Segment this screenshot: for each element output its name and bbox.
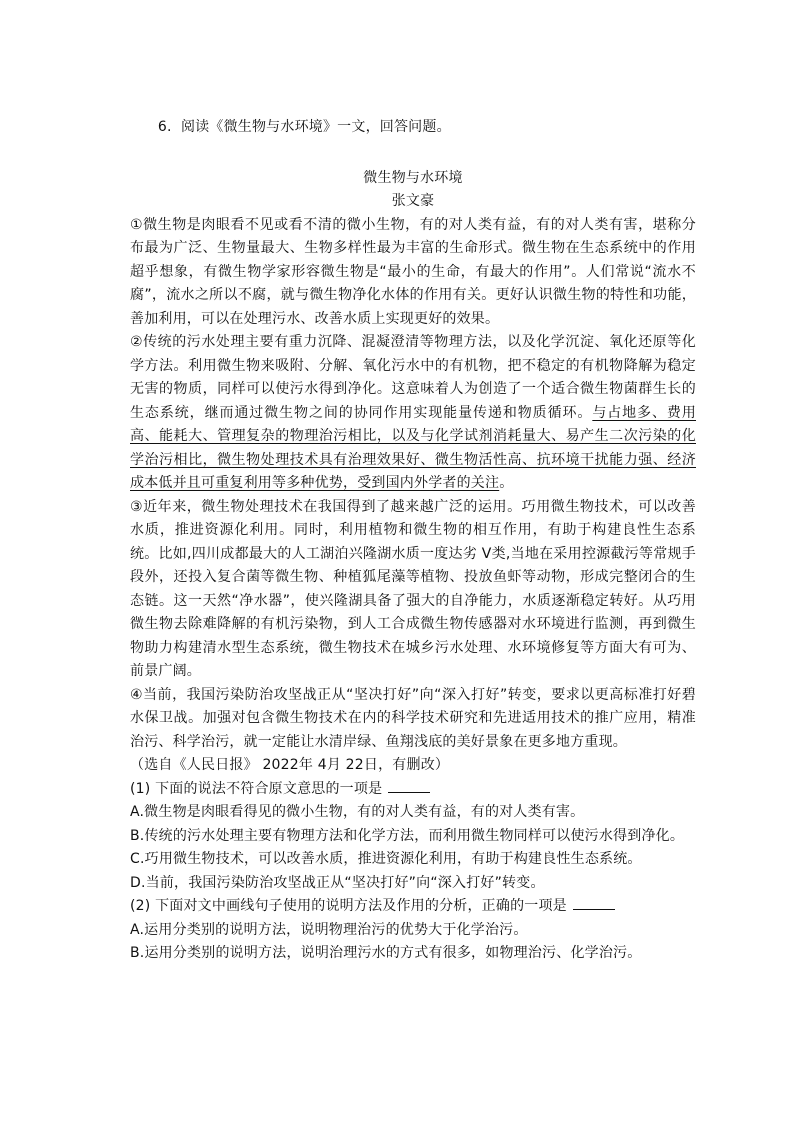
- q1-stem-line: [130, 778, 696, 802]
- q2-option-a: A.运用分类别的说明方法，说明物理治污的优势大于化学治污。: [130, 921, 528, 938]
- article-author: 张文豪: [391, 193, 435, 209]
- question-number: 6.: [157, 118, 172, 135]
- question-heading: [130, 92, 696, 163]
- q1-option-a: A.微生物是肉眼看得见的微小生物，有的对人类有益，有的对人类有害。: [130, 804, 585, 820]
- paragraph-2-end: 。: [499, 475, 514, 491]
- document-content: [130, 92, 696, 966]
- q2-stem-line: [130, 895, 696, 919]
- q1-answer-blank[interactable]: [388, 778, 430, 793]
- paragraph-3: ③近年来，微生物处理技术在我国得到了越来越广泛的运用。巧用微生物技术，可以改善水质，推进资源化利用。同时，利用植物和微生物的相互作用，有助于构建良性生态系统。比如,四川成都最大的人工湖泊兴隆湖水质一度达劣 V类,当地在采用控源截污等常规手段外，还投入复合菌等微生物、种植狐尾藻等植物、投放鱼虾等动物，形成完整闭合的生态链。这一天然“净水器”，使兴隆湖具备了强大的自净能力，水质逐渐稳定转好。从巧用微生物去除难降解的有机污染物，到人工合成微生物传感器对水环境进行监测，再到微生物助力构建清水型生态系统，微生物技术在城乡污水处理、水环境修复等方面大有可为、前景广阔。: [130, 498, 696, 679]
- q1-stem: (1) 下面的说法不符合原文意思的一项是: [130, 780, 383, 797]
- underlined-sentence: 与占地多、费用高、能耗大、管理复杂的物理治污相比，以及与化学试剂消耗量大、易产生二次污染的化学治污相比，微生物处理技术具有治理效果好、微生物活性高、抗环境干扰能力强、经济成本低并且可重复利用等多种优势，受到国内外学者的关注: [130, 404, 696, 491]
- q1-option-d: D.当前，我国污染防治攻坚战正从“坚决打好”向“深入打好”转变。: [130, 874, 545, 891]
- q2-stem: (2) 下面对文中画线句子使用的说明方法及作用的分析，正确的一项是: [130, 898, 567, 914]
- paragraph-1: ①微生物是肉眼看不见或看不清的微小生物，有的对人类有益，有的对人类有害，堪称分布最为广泛、生物量最大、生物多样性最为丰富的生命形式。微生物在生态系统中的作用超乎想象，有微生物学家形容微生物是“最小的生命，有最大的作用”。人们常说“流水不腐”，流水之所以不腐，就与微生物净化水体的作用有关。更好认识微生物的特性和功能，善加利用，可以在处理污水、改善水质上实现更好的效果。: [130, 216, 696, 327]
- q1-option-c: C.巧用微生物技术，可以改善水质，推进资源化利用，有助于构建良性生态系统。: [130, 851, 642, 867]
- article-title: 微生物与水环境: [363, 169, 463, 186]
- paragraph-2-text: ②传统的污水处理主要有重力沉降、混凝澄清等物理方法，以及化学沉淀、氧化还原等化学方法。利用微生物来吸附、分解、氧化污水中的有机物，把不稳定的有机物降解为稳定无害的物质，同样可以使污水得到净化。这意味着人为创造了一个适合微生物菌群生长的生态系统，继而通过微生物之间的协同作用实现能量传递和物质循环。: [130, 334, 696, 421]
- paragraph-2: [130, 331, 696, 496]
- article-source: （选自《人民日报》 2022年 4月 22日，有删改）: [130, 757, 450, 773]
- q2-answer-blank[interactable]: [573, 895, 615, 910]
- q1-option-b: B.传统的污水处理主要有物理方法和化学方法，而利用微生物同样可以使污水得到净化。: [130, 827, 685, 844]
- q2-option-b: B.运用分类别的说明方法，说明治理污水的方式有很多，如物理治污、化学治污。: [130, 945, 642, 961]
- paragraph-4: ④当前，我国污染防治攻坚战正从“坚决打好”向“深入打好”转变，要求以更高标准打好碧水保卫战。加强对包含微生物技术在内的科学技术研究和先进适用技术的推广应用，精准治污、科学治污，就一定能让水清岸绿、鱼翔浅底的美好景象在更多地方重现。: [130, 686, 696, 750]
- question-prompt: 阅读《微生物与水环境》一文，回答问题。: [180, 118, 451, 135]
